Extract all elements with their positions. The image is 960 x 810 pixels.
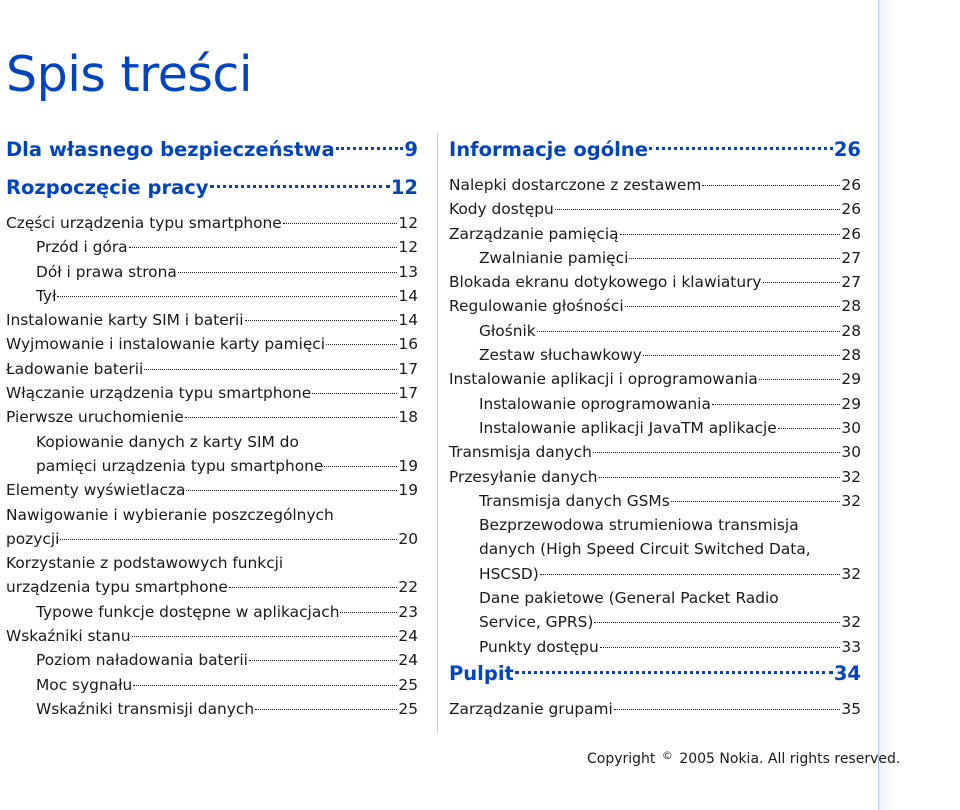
toc-entry[interactable] [6,284,418,308]
toc-entry-title: Tył [36,286,57,305]
toc-entry[interactable] [6,648,418,672]
toc-entry-title: Dół i prawa strona [36,262,177,281]
toc-page-number: 26 [833,138,861,161]
dot-leader [540,574,841,575]
toc-page-number: 32 [841,564,861,583]
toc-page-number: 18 [398,408,418,427]
dot-leader [312,393,397,394]
toc-entry-title: Bezprzewodowa strumieniowa transmisja [479,516,799,535]
copyright-prefix: Copyright [587,751,656,767]
toc-entry[interactable] [449,392,861,416]
toc-entry-title: Transmisja danych GSMs [479,491,670,510]
toc-page-number: 28 [841,321,861,340]
toc-entry-title: Transmisja danych [449,443,592,462]
toc-page-number: 29 [841,370,861,389]
toc-page-number: 16 [398,335,418,354]
toc-entry-title: Zestaw słuchawkowy [479,346,642,365]
toc-page-number: 13 [398,262,418,281]
dot-leader [614,709,841,710]
toc-entry[interactable] [449,440,861,464]
toc-entry[interactable] [449,197,861,221]
toc-page-number: 32 [841,467,861,486]
dot-leader [132,636,398,637]
toc-entry[interactable] [6,308,418,332]
dot-leader [515,671,833,674]
toc-entry-title: Wyjmowanie i instalowanie karty pamięci [6,335,326,354]
dot-leader [643,355,841,356]
toc-page-number: 12 [398,214,418,232]
toc-entry[interactable] [449,416,861,440]
toc-page-number: 25 [398,675,418,694]
dot-leader [759,379,841,380]
dot-leader [60,539,397,540]
dot-leader [144,369,397,370]
toc-entry[interactable] [6,405,418,429]
toc-page-number: 34 [833,661,861,685]
toc-page-number: 28 [841,346,861,365]
toc-entry[interactable] [6,381,418,405]
toc-page-number: 14 [398,311,418,330]
dot-leader [186,490,397,491]
toc-entry-title: Instalowanie aplikacji i oprogramowania [449,370,758,389]
toc-page-number: 27 [841,248,861,267]
toc-entry[interactable] [449,270,861,294]
toc-entry[interactable] [449,294,861,318]
toc-entry-title: Ładowanie baterii [6,359,144,378]
dot-leader [324,466,397,467]
toc-page-number: 17 [398,359,418,378]
toc-entry-title: Kody dostępu [449,200,554,219]
toc-page-number: 19 [398,481,418,500]
toc-entry[interactable] [449,173,861,197]
dot-leader [249,660,397,661]
toc-page-number: 30 [841,418,861,437]
toc-entry[interactable] [449,465,861,489]
toc-page-number: 23 [398,602,418,621]
dot-leader [671,501,841,502]
toc-entry[interactable] [6,235,418,259]
toc-entry-title: Blokada ekranu dotykowego i klawiatury [449,273,762,292]
toc-page-number: 19 [398,456,418,475]
toc-page-number: 26 [841,200,861,219]
dot-leader [326,344,397,345]
toc-entry[interactable] [6,332,418,356]
toc-entry-title: Głośnik [479,321,536,340]
toc-left-column [6,135,418,721]
toc-entry[interactable] [6,624,418,648]
copyright-text: 2005 Nokia. All rights reserved. [679,751,901,767]
toc-right-column [449,135,861,721]
toc-entry[interactable] [6,211,418,235]
toc-entry-title: Części urządzenia typu smartphone [6,214,282,232]
copyright-notice [587,747,900,768]
toc-page-number: 25 [398,699,418,718]
dot-leader [712,404,841,405]
toc-page-number: 32 [841,491,861,510]
dot-leader [555,209,841,210]
dot-leader [702,185,840,186]
dot-leader [133,685,397,686]
toc-page-number: 26 [841,176,861,194]
toc-page-number: 33 [841,637,861,656]
toc-page-number: 12 [390,176,418,199]
toc-entry-title: Pulpit [449,661,514,685]
toc-entry[interactable] [449,319,861,343]
toc-entry[interactable] [6,260,418,284]
toc-page-number: 28 [841,297,861,316]
dot-leader [255,709,397,710]
dot-leader [537,331,841,332]
toc-entry-title: Nawigowanie i wybieranie poszczególnych [6,505,334,524]
toc-entry[interactable] [6,527,418,551]
toc-entry-title: HSCSD) [479,564,539,583]
toc-entry[interactable] [449,367,861,391]
toc-entry-title: Typowe funkcje dostępne w aplikacjach [36,602,340,621]
dot-leader [649,147,833,150]
toc-entry-title: Zarządzanie grupami [449,699,613,718]
dot-leader [245,320,398,321]
toc-entry[interactable] [6,575,418,599]
toc-entry[interactable] [6,600,418,624]
page-edge-line [878,0,879,810]
dot-leader [185,417,398,418]
copyright-symbol: © [661,749,673,762]
toc-entry[interactable] [449,343,861,367]
toc-entry-title: Informacje ogólne [449,138,648,161]
toc-page-number: 20 [398,529,418,548]
toc-entry-title: urządzenia typu smartphone [6,578,228,597]
toc-entry[interactable] [6,697,418,721]
toc-entry-title: Rozpoczęcie pracy [6,176,209,199]
toc-page-number: 27 [841,273,861,292]
toc-entry-title: Moc sygnału [36,675,133,694]
toc-entry[interactable] [6,673,418,697]
dot-leader [283,223,398,224]
toc-entry-title: Dane pakietowe (General Packet Radio [479,589,779,608]
dot-leader [178,272,398,273]
toc-entry[interactable] [6,503,418,527]
toc-entry[interactable] [6,357,418,381]
page-edge-shadow [878,0,960,810]
toc-entry[interactable] [449,489,861,513]
dot-leader [763,282,841,283]
toc-entry[interactable] [449,610,861,634]
dot-leader [340,612,397,613]
toc-section-heading[interactable] [6,173,418,211]
toc-entry[interactable] [449,697,861,721]
toc-entry[interactable] [449,635,861,659]
dot-leader [336,147,404,150]
toc-entry-title: Instalowanie oprogramowania [479,394,711,413]
toc-page-number: 24 [398,627,418,646]
toc-entry-title: Elementy wyświetlacza [6,481,186,500]
dot-leader [620,234,841,235]
dot-leader [778,428,841,429]
toc-section-heading[interactable] [6,135,418,173]
toc-entry-title: Poziom naładowania baterii [36,651,248,670]
dot-leader [593,452,841,453]
dot-leader [229,587,398,588]
toc-entry-title: Przód i góra [36,238,128,257]
toc-page-number: 14 [398,286,418,305]
toc-entry-title: Zarządzanie pamięcią [449,224,619,243]
toc-entry[interactable] [6,430,418,454]
toc-page-number: 32 [841,613,861,632]
toc-entry-title: pamięci urządzenia typu smartphone [36,456,324,475]
dot-leader [625,306,841,307]
toc-page-number: 12 [398,238,418,257]
dot-leader [210,185,390,188]
toc-entry[interactable] [6,551,418,575]
toc-page-number: 9 [404,138,418,161]
dot-leader [57,296,397,297]
toc-entry[interactable] [6,478,418,502]
toc-page-number: 26 [841,224,861,243]
dot-leader [629,258,840,259]
toc-page-number: 29 [841,394,861,413]
page-title: Spis treści [6,46,252,103]
toc-entry-title: Korzystanie z podstawowych funkcji [6,554,284,573]
toc-entry-title: pozycji [6,529,60,548]
toc-entry-title: Punkty dostępu [479,637,599,656]
toc-entry-title: Przesyłanie danych [449,467,598,486]
toc-section-heading[interactable] [449,659,861,697]
dot-leader [129,247,398,248]
dot-leader [599,477,841,478]
toc-entry-title: Dla własnego bezpieczeństwa [6,138,335,161]
toc-entry[interactable] [449,537,861,561]
toc-page-number: 17 [398,384,418,403]
toc-entry-title: Instalowanie aplikacji JavaTM aplikacje [479,418,777,437]
dot-leader [600,647,841,648]
toc-entry-title: Regulowanie głośności [449,297,624,316]
toc-entry[interactable] [6,454,418,478]
toc-entry-title: Kopiowanie danych z karty SIM do [36,432,299,451]
toc-entry-title: Instalowanie karty SIM i baterii [6,311,244,330]
toc-entry[interactable] [449,246,861,270]
toc-page-number: 24 [398,651,418,670]
toc-page-number: 35 [841,699,861,718]
toc-entry[interactable] [449,222,861,246]
toc-entry-title: danych (High Speed Circuit Switched Data, [479,540,811,559]
dot-leader [594,622,840,623]
toc-entry[interactable] [449,586,861,610]
toc-entry[interactable] [449,562,861,586]
toc-page-number: 22 [398,578,418,597]
toc-section-heading[interactable] [449,135,861,173]
toc-entry[interactable] [449,513,861,537]
toc-entry-title: Nalepki dostarczone z zestawem [449,176,702,194]
toc-entry-title: Pierwsze uruchomienie [6,408,184,427]
column-divider [437,133,438,733]
toc-entry-title: Zwalnianie pamięci [479,248,629,267]
toc-entry-title: Wskaźniki transmisji danych [36,699,255,718]
toc-entry-title: Wskaźniki stanu [6,627,131,646]
toc-page-number: 30 [841,443,861,462]
toc-entry-title: Service, GPRS) [479,613,594,632]
toc-entry-title: Włączanie urządzenia typu smartphone [6,384,312,403]
